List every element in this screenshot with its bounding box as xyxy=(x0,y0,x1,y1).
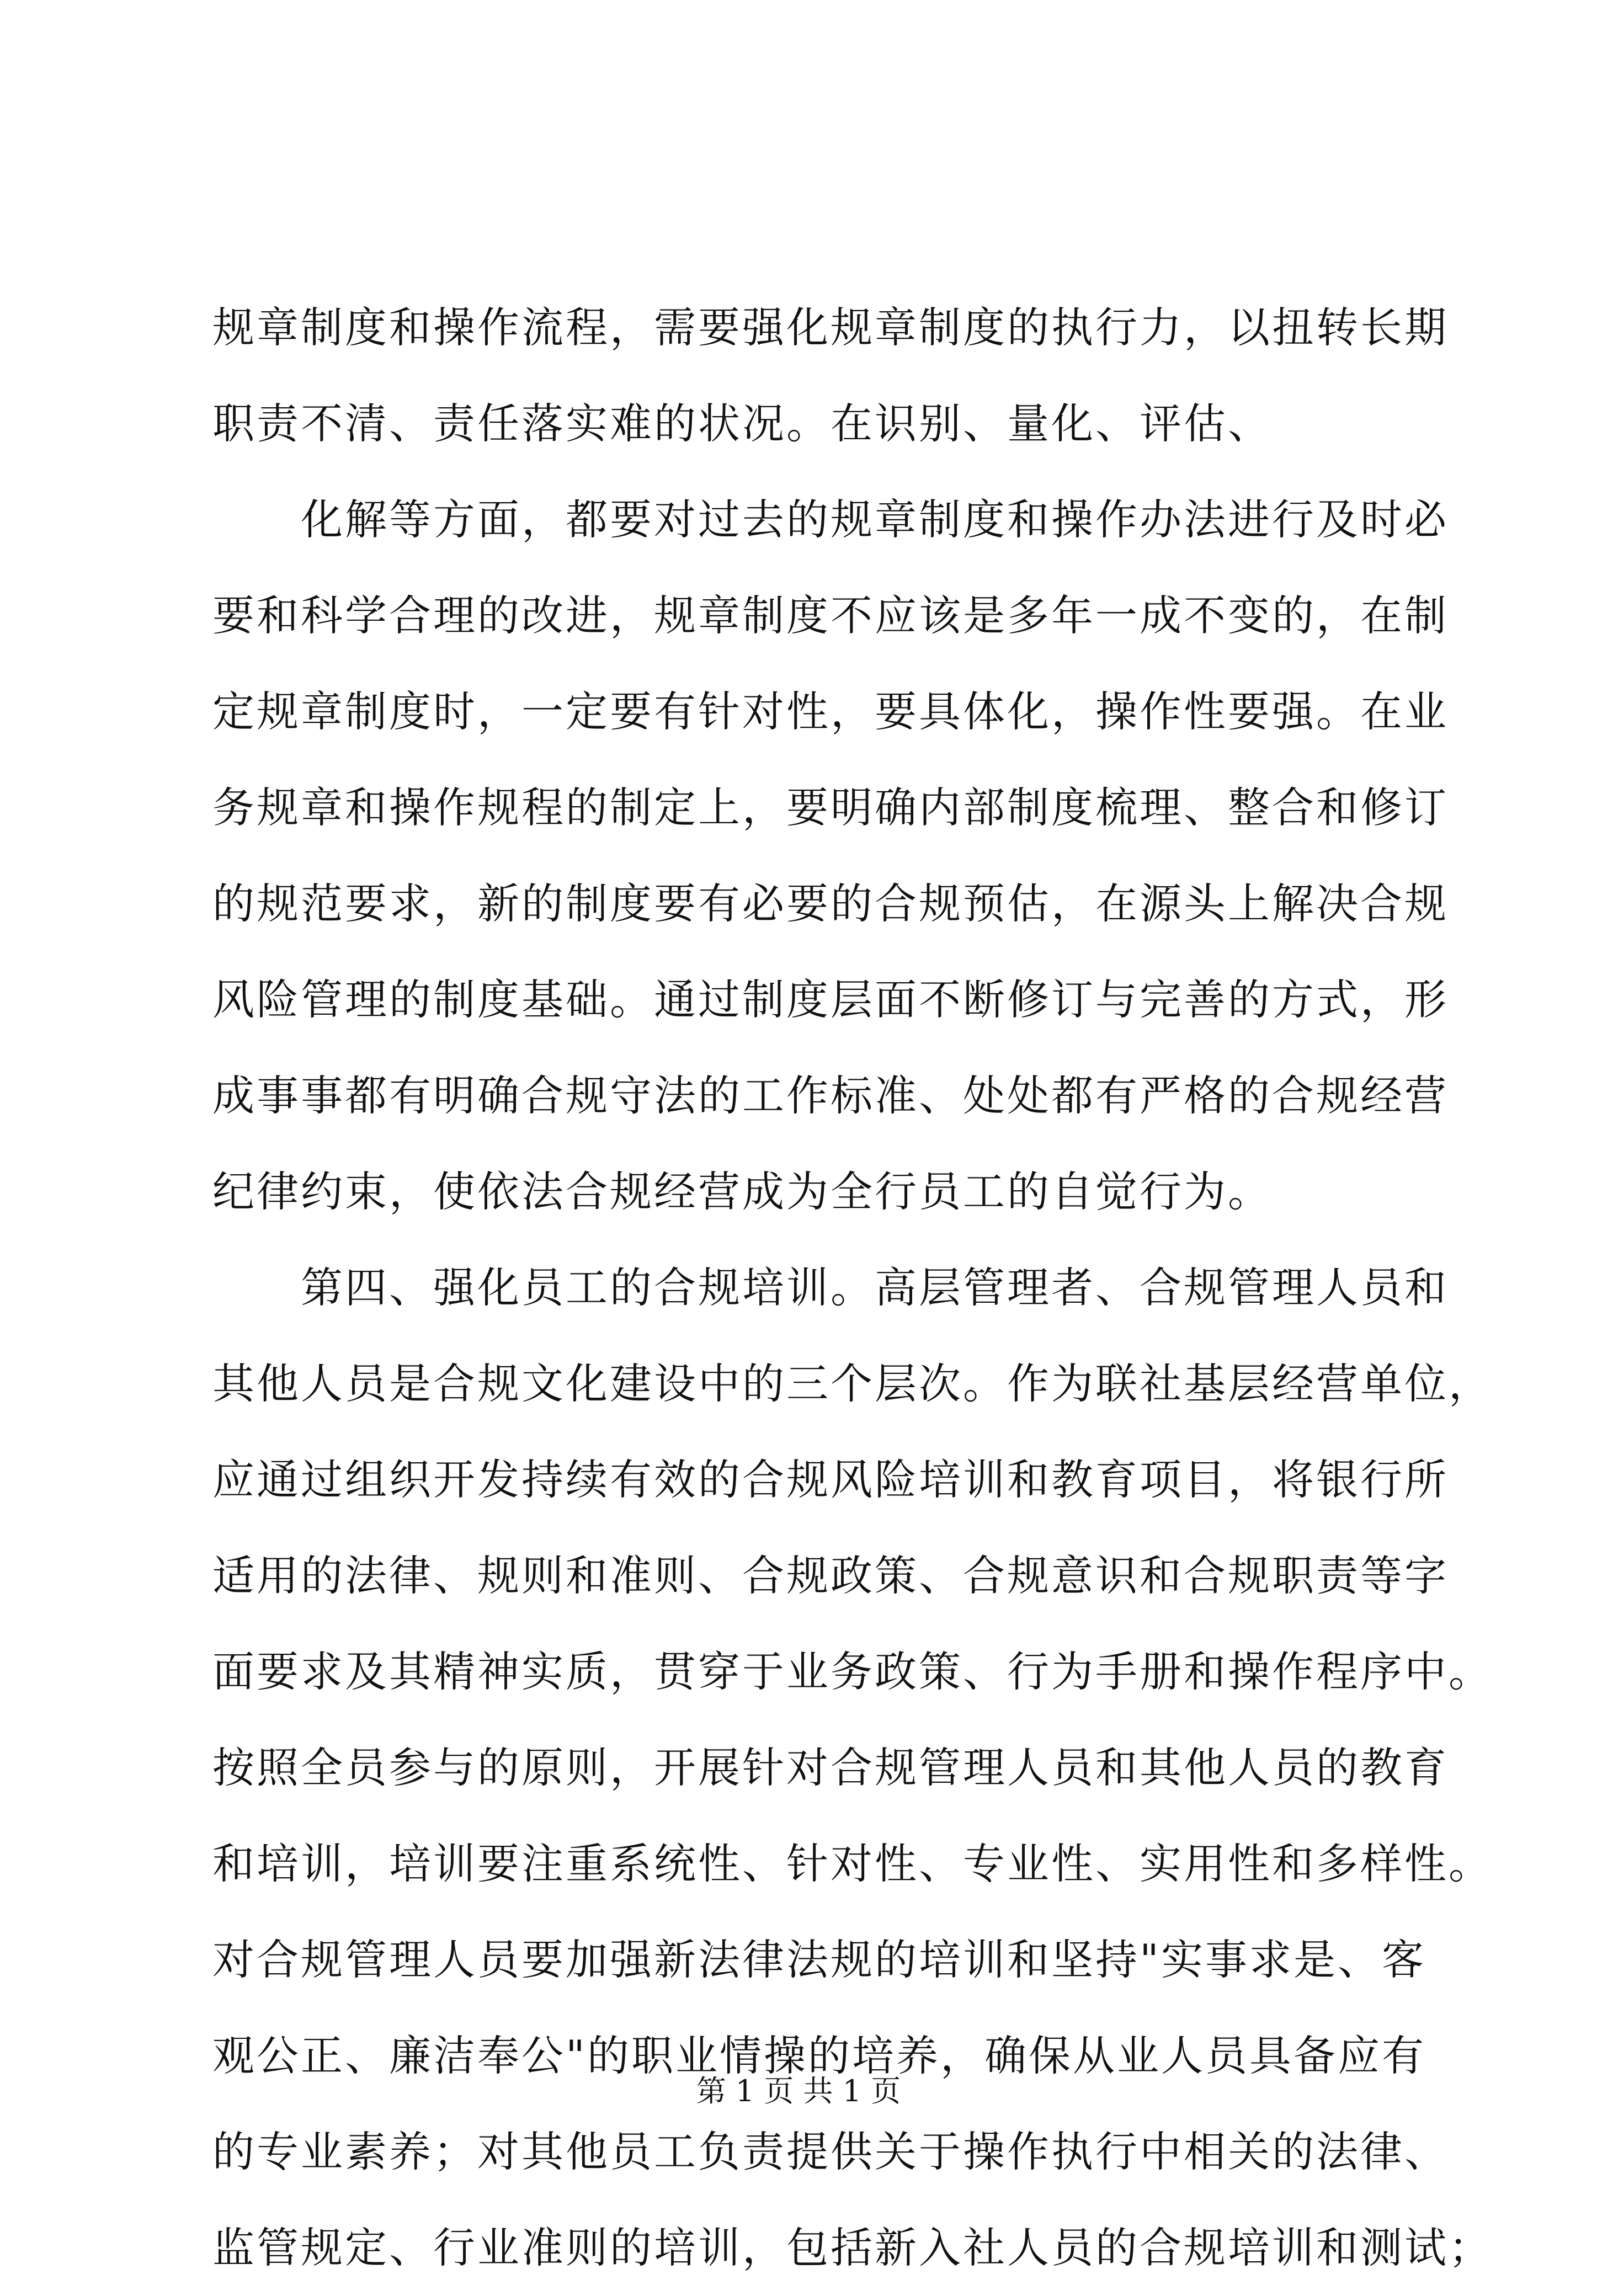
text-line: 要和科学合理的改进，规章制度不应该是多年一成不变的，在制 xyxy=(212,591,1449,640)
text-line: 务规章和操作规程的制定上，要明确内部制度梳理、整合和修订 xyxy=(212,783,1449,832)
text-line: 适用的法律、规则和准则、合规政策、合规意识和合规职责等字 xyxy=(212,1551,1449,1600)
text-line: 职责不清、责任落实难的状况。在识别、量化、评估、 xyxy=(212,399,1272,448)
text-line: 的规范要求，新的制度要有必要的合规预估，在源头上解决合规 xyxy=(212,879,1449,928)
document-body xyxy=(212,280,1493,2296)
text-line: 规章制度和操作流程，需要强化规章制度的执行力，以扭转长期 xyxy=(212,303,1449,352)
text-line: 和培训，培训要注重系统性、针对性、专业性、实用性和多样性。 xyxy=(212,1839,1493,1888)
text-line: 的专业素养；对其他员工负责提供关于操作执行中相关的法律、 xyxy=(212,2127,1449,2176)
text-line: 成事事都有明确合规守法的工作标准、处处都有严格的合规经营 xyxy=(212,1071,1449,1120)
text-line: 面要求及其精神实质，贯穿于业务政策、行为手册和操作程序中。 xyxy=(212,1647,1493,1696)
page-number: 第 1 页 共 1 页 xyxy=(696,2074,901,2108)
text-line: 第四、强化员工的合规培训。高层管理者、合规管理人员和 xyxy=(212,1263,1449,1312)
text-line: 对合规管理人员要加强新法律法规的培训和坚持"实事求是、客 xyxy=(212,1935,1426,1984)
text-line: 按照全员参与的原则，开展针对合规管理人员和其他人员的教育 xyxy=(212,1743,1449,1792)
text-line: 应通过组织开发持续有效的合规风险培训和教育项目，将银行所 xyxy=(212,1455,1449,1504)
text-line: 监管规定、行业准则的培训，包括新入社人员的合规培训和测试； xyxy=(212,2223,1493,2272)
text-line: 纪律约束，使依法合规经营成为全行员工的自觉行为。 xyxy=(212,1167,1272,1216)
text-line: 化解等方面，都要对过去的规章制度和操作办法进行及时必 xyxy=(212,495,1449,544)
text-line: 观公正、廉洁奉公"的职业情操的培养，确保从业人员具备应有 xyxy=(212,2031,1426,2080)
text-line: 其他人员是合规文化建设中的三个层次。作为联社基层经营单位， xyxy=(212,1359,1493,1408)
text-line: 风险管理的制度基础。通过制度层面不断修订与完善的方式，形 xyxy=(212,975,1449,1024)
text-line: 定规章制度时，一定要有针对性，要具体化，操作性要强。在业 xyxy=(212,687,1449,736)
